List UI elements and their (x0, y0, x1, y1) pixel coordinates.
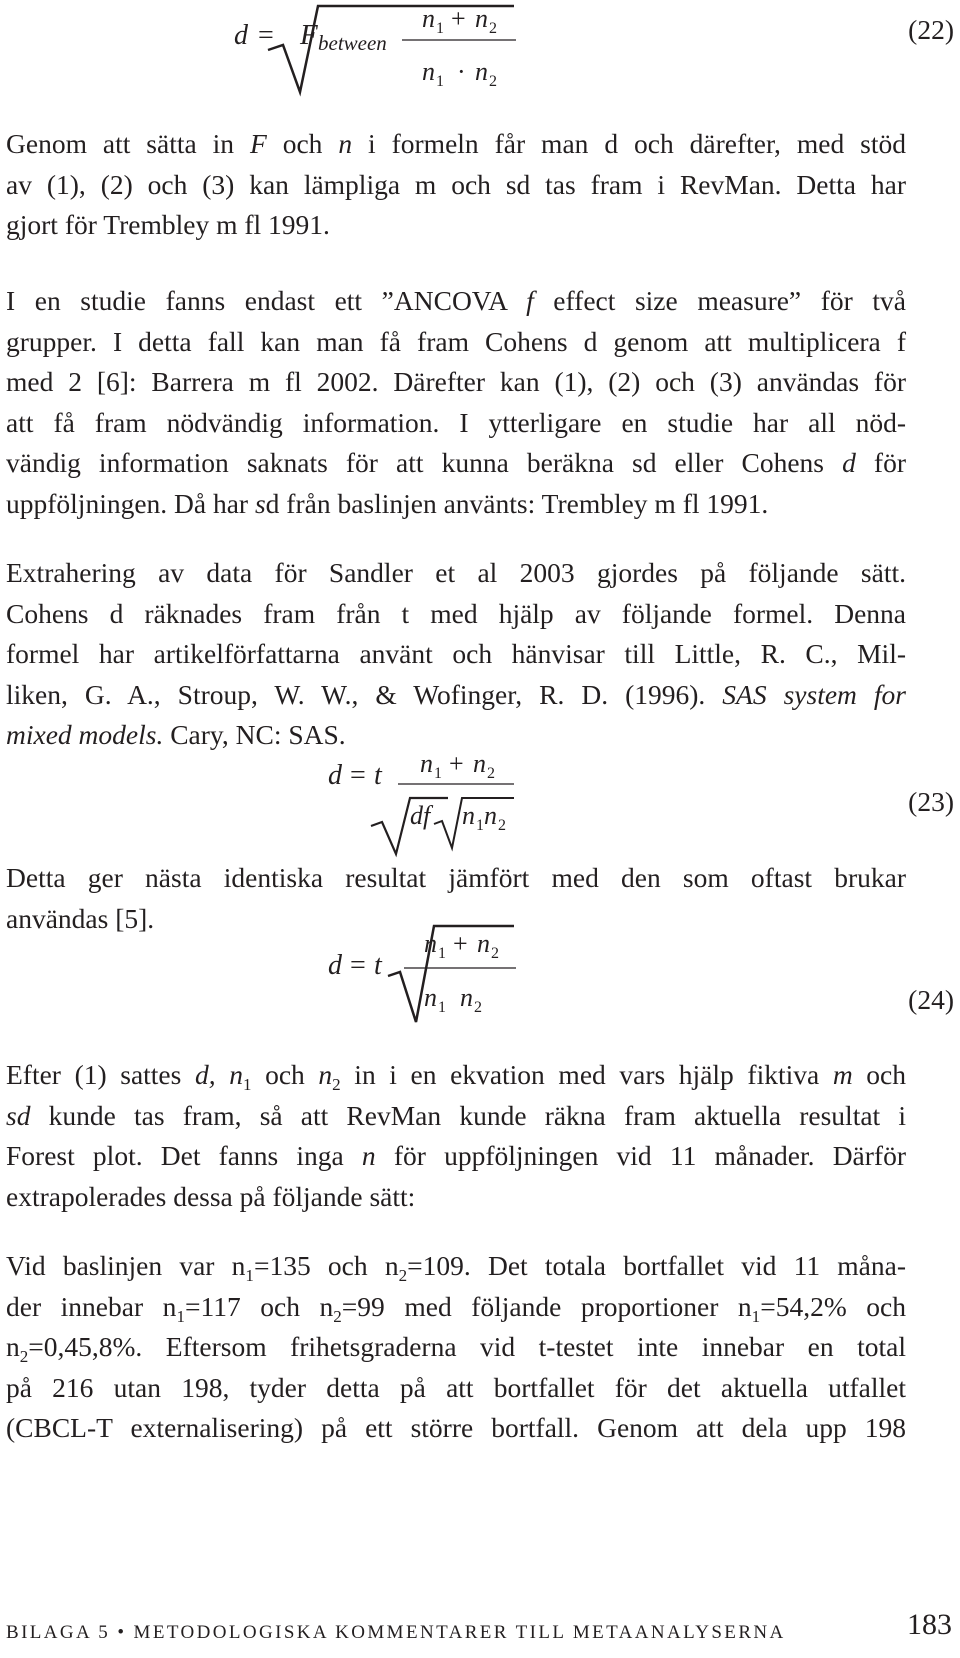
text-line: med 2 [6]: Barrera m fl 2002. Därefter kan (1), (2) och (3) användas för (6, 366, 906, 397)
equation-number-24: (24) (908, 984, 954, 1015)
svg-text:2: 2 (487, 765, 495, 782)
equation-23 (0, 740, 960, 860)
running-footer-text: BILAGA 5 • METODOLOGISKA KOMMENTARER TILL METAANALYSERNA (6, 1622, 786, 1643)
text-line: mixed models. Cary, NC: SAS. (6, 719, 346, 750)
text-line: formel har artikelförfattarna använt och hänvisar till Little, R. C., Mil- (6, 638, 906, 669)
paragraph-6 (6, 1246, 906, 1449)
page-number: 183 (907, 1608, 952, 1641)
svg-text:1: 1 (476, 817, 484, 834)
text-line: Vid baslinjen var $n_1=135$ och $n_2=109$. Det totala bortfallet vid 11 måna- (6, 1250, 907, 1285)
svg-text:d: d (328, 760, 342, 791)
svg-text:n: n (475, 57, 488, 86)
paragraph-1 (6, 124, 906, 246)
eq22-F: F (300, 19, 318, 51)
svg-text:+: + (451, 4, 466, 33)
svg-text:2: 2 (489, 73, 497, 90)
svg-text:n: n (477, 929, 490, 958)
svg-text:+: + (449, 749, 464, 778)
svg-text:2: 2 (474, 999, 482, 1016)
text-line: uppföljningen. Då har sd från baslinjen använts: Trembley m fl 1991. (6, 487, 769, 519)
eq22-between: between (318, 31, 387, 55)
svg-text:n: n (484, 801, 497, 830)
page-footer (6, 1608, 952, 1644)
paragraph-3 (6, 553, 906, 756)
eq22-eq: = (258, 20, 274, 51)
svg-text:1: 1 (438, 945, 446, 962)
svg-text:1: 1 (436, 20, 444, 37)
svg-text:2: 2 (489, 20, 497, 37)
text-line: Efter (1) sattes d, $n_1$ och $n_2$ in i en ekvation med vars hjälp fiktiva m och (6, 1059, 907, 1094)
svg-text:2: 2 (498, 817, 506, 834)
eq22-lhs: d (234, 20, 248, 51)
svg-text:1: 1 (436, 73, 444, 90)
svg-text:n: n (424, 983, 437, 1012)
text-line: $n_2=0,45,8\%$. Eftersom frihetsgraderna vid t-testet inte innebar en total (6, 1331, 906, 1366)
text-line: Extrahering av data för Sandler et al 2003 gjordes på följande sätt. (6, 557, 906, 588)
svg-text:n: n (424, 929, 437, 958)
svg-text:+: + (453, 929, 468, 958)
text-line: Detta ger nästa identiska resultat jämfört med den som oftast brukar (6, 862, 906, 893)
svg-text:n: n (422, 4, 435, 33)
text-line: på 216 utan 198, tyder detta på att bortfallet för det aktuella utfallet (6, 1371, 906, 1403)
text-line: extrapolerades dessa på följande sätt: (6, 1180, 416, 1212)
equation-22 (0, 0, 960, 100)
text-line: liken, G. A., Stroup, W. W., & Wofinger, R. D. (1996). SAS system for (6, 678, 906, 710)
svg-text:d: d (328, 950, 342, 981)
equation-24 (0, 918, 960, 1030)
svg-text:t: t (374, 950, 382, 981)
paragraph-2 (6, 281, 906, 524)
text-line: att få fram nödvändig information. I ytterligare en studie har all nöd- (6, 406, 906, 438)
svg-text:n: n (462, 801, 475, 830)
svg-text:=: = (350, 760, 366, 791)
text-line: I en studie fanns endast ett ”ANCOVA f effect size measure” för två (6, 285, 906, 316)
text-line: grupper. I detta fall kan man få fram Cohens d genom att multiplicera f (6, 325, 906, 357)
svg-text:2: 2 (491, 945, 499, 962)
svg-text:n: n (473, 749, 486, 778)
svg-text:·: · (457, 57, 466, 86)
text-line: Forest plot. Det fanns inga n för uppföljningen vid 11 månader. Därför (6, 1140, 906, 1171)
text-line: Genom att sätta in F och n i formeln får man d och därefter, med stöd (6, 128, 906, 159)
text-line: vändig information saknats för att kunna beräkna sd eller Cohens d för (6, 447, 906, 478)
equation-number-22: (22) (908, 14, 954, 45)
svg-text:n: n (475, 4, 488, 33)
equation-number-23: (23) (908, 786, 954, 817)
text-line: der innebar $n_1=117$ och $n_2=99$ med följande proportioner $n_1=54,2\%$ och (6, 1290, 906, 1326)
text-line: Cohens d räknades fram från t med hjälp av följande formel. Denna (6, 597, 906, 629)
svg-text:df: df (410, 801, 431, 830)
svg-text:n: n (420, 749, 433, 778)
svg-text:t: t (374, 760, 382, 791)
svg-text:n: n (422, 57, 435, 86)
eq24-radical (388, 926, 514, 1022)
text-line: av (1), (2) och (3) kan lämpliga m och sd tas fram i RevMan. Detta har (6, 168, 906, 200)
text-line: gjort för Trembley m fl 1991. (6, 209, 330, 240)
svg-text:n: n (460, 983, 473, 1012)
text-line: sd kunde tas fram, så att RevMan kunde räkna fram aktuella resultat i (6, 1099, 906, 1131)
svg-text:1: 1 (434, 765, 442, 782)
svg-text:1: 1 (438, 999, 446, 1016)
svg-text:=: = (350, 950, 366, 981)
text-line: (CBCL-T externalisering) på ett större bortfall. Genom att dela upp 198 (6, 1412, 906, 1443)
paragraph-5 (6, 1055, 906, 1217)
text-line: användas [5]. (6, 902, 155, 934)
